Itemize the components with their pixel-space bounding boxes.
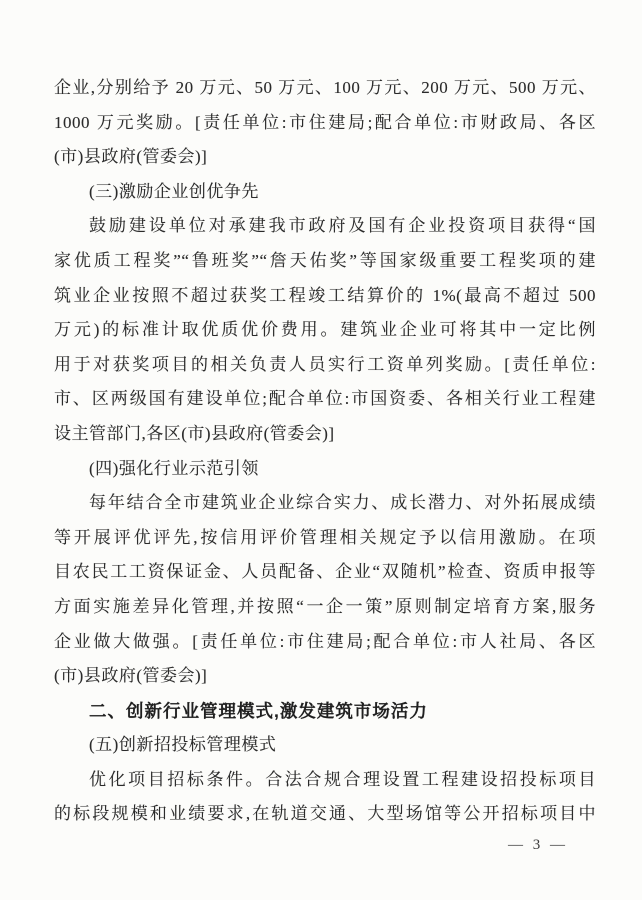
text-line: 筑业企业按照不超过获奖工程竣工结算价的 1%(最高不超过 500 (54, 285, 596, 305)
text-line: (五)创新招投标管理模式 (89, 735, 277, 755)
text-line: (市)县政府(管委会)] (54, 147, 208, 167)
text-line: 家优质工程奖”“鲁班奖”“詹天佑奖”等国家级重要工程奖项的建 (54, 250, 596, 270)
text-lines (54, 71, 596, 832)
text-line: 企业做大做强。[责任单位:市住建局;配合单位:市人社局、各区 (54, 631, 596, 651)
text-line: (市)县政府(管委会)] (54, 666, 208, 686)
text-line: 用于对获奖项目的相关负责人员实行工资单列奖励。[责任单位: (54, 354, 596, 374)
section-heading: 二、创新行业管理模式,激发建筑市场活力 (89, 700, 428, 721)
text-line: 鼓励建设单位对承建我市政府及国有企业投资项目获得“国 (89, 216, 596, 236)
text-line: 方面实施差异化管理,并按照“一企一策”原则制定培育方案,服务 (54, 596, 596, 616)
text-line: (四)强化行业示范引领 (89, 458, 259, 478)
text-line: 万元)的标准计取优质优价费用。建筑业企业可将其中一定比例 (54, 320, 596, 340)
text-line: 设主管部门,各区(市)县政府(管委会)] (54, 423, 335, 443)
text-line: 每年结合全市建筑业企业综合实力、成长潜力、对外拓展成绩 (89, 493, 596, 513)
text-line: 优化项目招标条件。合法合规合理设置工程建设招投标项目 (89, 769, 596, 789)
text-line: 企业,分别给予 20 万元、50 万元、100 万元、200 万元、500 万元、 (54, 78, 596, 97)
text-line: 1000 万元奖励。[责任单位:市住建局;配合单位:市财政局、各区 (54, 112, 596, 132)
text-line: 目农民工工资保证金、人员配备、企业“双随机”检查、资质申报等 (54, 562, 596, 582)
text-line: 市、区两级国有建设单位;配合单位:市国资委、各相关行业工程建 (54, 389, 596, 409)
text-line: 的标段规模和业绩要求,在轨道交通、大型场馆等公开招标项目中 (54, 804, 596, 824)
text-line: (三)激励企业创优争先 (89, 181, 259, 201)
page-number: — 3 — (508, 837, 568, 853)
text-line: 等开展评优评先,按信用评价管理相关规定予以信用激励。在项 (54, 527, 596, 547)
